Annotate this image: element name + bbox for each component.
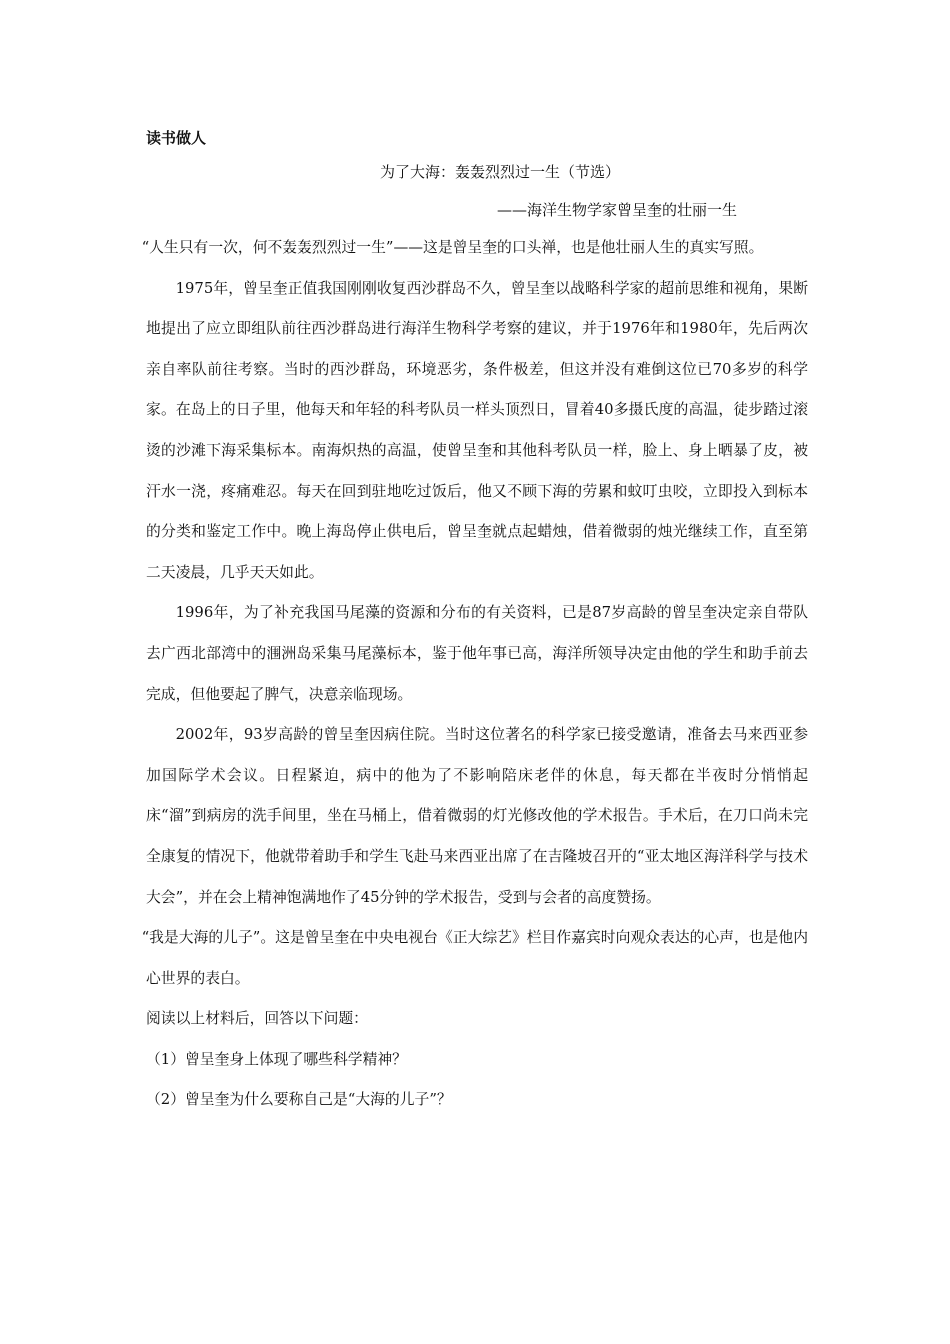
- article-title-text: 为了大海：轰轰烈烈过一生（节选）: [379, 163, 620, 181]
- question-2: （2）曾呈奎为什么要称自己是“大海的儿子”？: [146, 1091, 452, 1109]
- article-title: [0, 161, 950, 183]
- article-body: [141, 228, 808, 1121]
- article-subtitle: ——海洋生物学家曾呈奎的壮丽一生: [497, 201, 738, 219]
- paragraph-intro: “人生只有一次，何不轰轰烈烈过一生”——这是曾呈奎的口头禅，也是他壮丽人生的真实写照。: [141, 239, 764, 256]
- paragraph-closing: “我是大海的儿子”。这是曾呈奎在中央电视台《正大综艺》栏目作嘉宾时向观众表达的心声，也是他内心世界的表白。: [141, 929, 808, 987]
- question-1: （1）曾呈奎身上体现了哪些科学精神？: [146, 1050, 407, 1068]
- section-title: 读书做人: [146, 129, 207, 147]
- paragraph-1996: 1996年，为了补充我国马尾藻的资源和分布的有关资料，已是87岁高龄的曾呈奎决定亲自带队去广西北部湾中的涠洲岛采集马尾藻标本，鉴于他年事已高，海洋所领导决定由他的学生和助手前去完成，但他要起了脾气，决意亲临现场。: [146, 604, 808, 703]
- questions-prompt: 阅读以上材料后，回答以下问题：: [146, 1010, 368, 1028]
- paragraph-2002: 2002年，93岁高龄的曾呈奎因病住院。当时这位著名的科学家已接受邀请，准备去马来西亚参加国际学术会议。日程紧迫，病中的他为了不影响陪床老伴的休息，每天都在半夜时分悄悄起床“溜”到病房的洗手间里，坐在马桶上，借着微弱的灯光修改他的学术报告。手术后，在刀口尚未完全康复的情况下，他就带着助手和学生飞赴马来西亚出席了在吉隆坡召开的“亚太地区海洋科学与技术大会”，并在会上精神饱满地作了45分钟的学术报告，受到与会者的高度赞扬。: [146, 726, 808, 906]
- paragraph-1975: 1975年，曾呈奎正值我国刚刚收复西沙群岛不久，曾呈奎以战略科学家的超前思维和视角，果断地提出了应立即组队前往西沙群岛进行海洋生物科学考察的建议，并于1976年和1980年，先后两次亲自率队前往考察。当时的西沙群岛，环境恶劣，条件极差，但这并没有难倒这位已70多岁的科学家。在岛上的日子里，他每天和年轻的科考队员一样头顶烈日，冒着40多摄氏度的高温，徒步踏过滚烫的沙滩下海采集标本。南海炽热的高温，使曾呈奎和其他科考队员一样，脸上、身上晒暴了皮，被汗水一浇，疼痛难忍。每天在回到驻地吃过饭后，他又不顾下海的劳累和蚊叮虫咬，立即投入到标本的分类和鉴定工作中。晚上海岛停止供电后，曾呈奎就点起蜡烛，借着微弱的烛光继续工作，直至第二天凌晨，几乎天天如此。: [146, 279, 808, 581]
